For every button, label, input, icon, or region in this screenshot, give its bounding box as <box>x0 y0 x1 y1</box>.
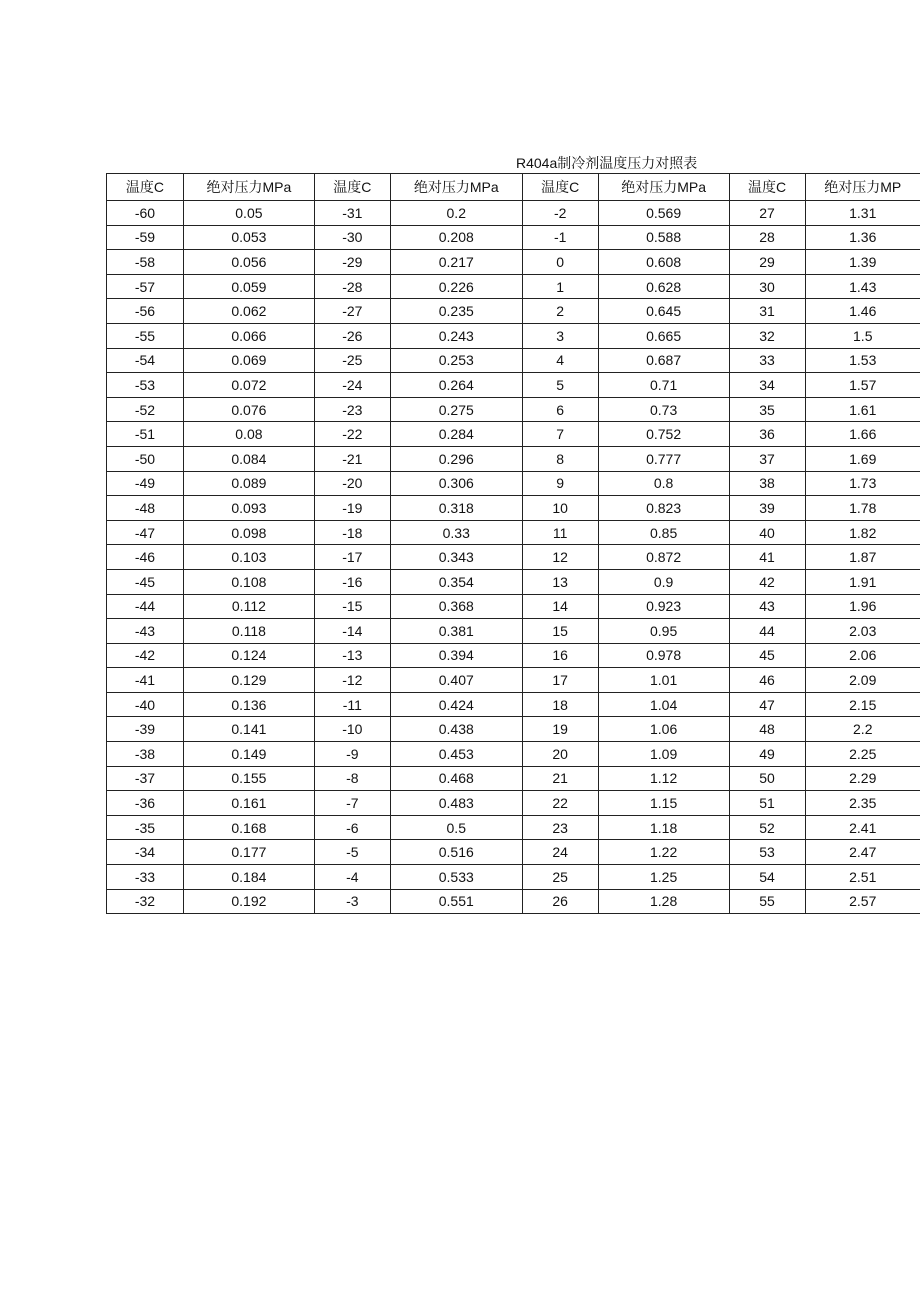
temperature-cell: -47 <box>107 520 184 545</box>
pressure-cell: 0.588 <box>598 225 729 250</box>
pressure-cell: 0.112 <box>183 594 314 619</box>
pressure-cell: 0.103 <box>183 545 314 570</box>
header-cell-temperature: 温度C <box>107 174 184 201</box>
header-cell-temperature: 温度C <box>522 174 598 201</box>
temperature-cell: 19 <box>522 717 598 742</box>
temperature-cell: 34 <box>729 373 805 398</box>
temperature-cell: -4 <box>314 865 390 890</box>
table-row <box>107 397 920 422</box>
table-row <box>107 865 920 890</box>
pressure-cell: 0.089 <box>183 471 314 496</box>
pressure-cell: 2.29 <box>805 766 920 791</box>
temperature-cell: 55 <box>729 889 805 914</box>
pressure-cell: 1.04 <box>598 692 729 717</box>
pressure-cell: 1.61 <box>805 397 920 422</box>
temperature-cell: 21 <box>522 766 598 791</box>
temperature-cell: 12 <box>522 545 598 570</box>
temperature-cell: -9 <box>314 742 390 767</box>
table-row <box>107 323 920 348</box>
temperature-cell: 4 <box>522 348 598 373</box>
pressure-cell: 2.2 <box>805 717 920 742</box>
pressure-cell: 0.823 <box>598 496 729 521</box>
temperature-pressure-table <box>106 173 920 914</box>
temperature-cell: -19 <box>314 496 390 521</box>
pressure-cell: 0.665 <box>598 323 729 348</box>
table-row <box>107 569 920 594</box>
pressure-cell: 0.08 <box>183 422 314 447</box>
pressure-cell: 0.85 <box>598 520 729 545</box>
temperature-cell: 43 <box>729 594 805 619</box>
temperature-cell: 8 <box>522 446 598 471</box>
pressure-cell: 0.752 <box>598 422 729 447</box>
temperature-cell: 17 <box>522 668 598 693</box>
temperature-cell: -32 <box>107 889 184 914</box>
pressure-cell: 2.15 <box>805 692 920 717</box>
temperature-cell: 45 <box>729 643 805 668</box>
temperature-cell: 52 <box>729 815 805 840</box>
temperature-cell: 51 <box>729 791 805 816</box>
table-row <box>107 791 920 816</box>
temperature-cell: 11 <box>522 520 598 545</box>
temperature-cell: -53 <box>107 373 184 398</box>
pressure-cell: 0.226 <box>390 274 522 299</box>
temperature-cell: -58 <box>107 250 184 275</box>
temperature-cell: -28 <box>314 274 390 299</box>
temperature-cell: 50 <box>729 766 805 791</box>
temperature-cell: -55 <box>107 323 184 348</box>
pressure-cell: 0.306 <box>390 471 522 496</box>
pressure-cell: 0.9 <box>598 569 729 594</box>
header-cell-pressure: 绝对压力MPa <box>598 174 729 201</box>
temperature-cell: 38 <box>729 471 805 496</box>
pressure-cell: 0.296 <box>390 446 522 471</box>
temperature-cell: 9 <box>522 471 598 496</box>
pressure-cell: 0.407 <box>390 668 522 693</box>
table-row <box>107 815 920 840</box>
temperature-cell: 42 <box>729 569 805 594</box>
table-row <box>107 717 920 742</box>
temperature-cell: -3 <box>314 889 390 914</box>
table-row <box>107 446 920 471</box>
pressure-cell: 1.36 <box>805 225 920 250</box>
temperature-cell: 20 <box>522 742 598 767</box>
pressure-cell: 0.098 <box>183 520 314 545</box>
pressure-cell: 0.73 <box>598 397 729 422</box>
pressure-cell: 0.084 <box>183 446 314 471</box>
temperature-cell: -26 <box>314 323 390 348</box>
table-row <box>107 250 920 275</box>
temperature-cell: 28 <box>729 225 805 250</box>
temperature-cell: 24 <box>522 840 598 865</box>
temperature-cell: 49 <box>729 742 805 767</box>
temperature-cell: 7 <box>522 422 598 447</box>
temperature-cell: 26 <box>522 889 598 914</box>
pressure-cell: 0.05 <box>183 201 314 226</box>
pressure-cell: 0.872 <box>598 545 729 570</box>
temperature-cell: 1 <box>522 274 598 299</box>
temperature-cell: 6 <box>522 397 598 422</box>
pressure-cell: 0.71 <box>598 373 729 398</box>
table-row <box>107 274 920 299</box>
temperature-cell: -60 <box>107 201 184 226</box>
temperature-cell: -24 <box>314 373 390 398</box>
temperature-cell: -15 <box>314 594 390 619</box>
pressure-cell: 1.28 <box>598 889 729 914</box>
pressure-cell: 0.136 <box>183 692 314 717</box>
temperature-cell: -52 <box>107 397 184 422</box>
pressure-cell: 1.57 <box>805 373 920 398</box>
temperature-cell: -39 <box>107 717 184 742</box>
temperature-cell: -21 <box>314 446 390 471</box>
pressure-cell: 0.076 <box>183 397 314 422</box>
pressure-cell: 1.43 <box>805 274 920 299</box>
pressure-cell: 1.39 <box>805 250 920 275</box>
table-row <box>107 299 920 324</box>
pressure-cell: 0.318 <box>390 496 522 521</box>
pressure-cell: 0.192 <box>183 889 314 914</box>
pressure-cell: 0.053 <box>183 225 314 250</box>
temperature-cell: 23 <box>522 815 598 840</box>
temperature-cell: 44 <box>729 619 805 644</box>
temperature-cell: -6 <box>314 815 390 840</box>
table-row <box>107 889 920 914</box>
temperature-cell: 39 <box>729 496 805 521</box>
temperature-cell: -59 <box>107 225 184 250</box>
temperature-cell: -30 <box>314 225 390 250</box>
pressure-cell: 0.149 <box>183 742 314 767</box>
pressure-cell: 0.168 <box>183 815 314 840</box>
pressure-cell: 0.687 <box>598 348 729 373</box>
temperature-cell: -54 <box>107 348 184 373</box>
pressure-cell: 0.483 <box>390 791 522 816</box>
table-row <box>107 225 920 250</box>
temperature-cell: -29 <box>314 250 390 275</box>
pressure-cell: 0.118 <box>183 619 314 644</box>
temperature-cell: -7 <box>314 791 390 816</box>
temperature-cell: 40 <box>729 520 805 545</box>
pressure-cell: 0.516 <box>390 840 522 865</box>
table-row <box>107 496 920 521</box>
pressure-cell: 0.124 <box>183 643 314 668</box>
temperature-cell: 0 <box>522 250 598 275</box>
pressure-cell: 1.12 <box>598 766 729 791</box>
pressure-cell: 1.53 <box>805 348 920 373</box>
pressure-cell: 0.438 <box>390 717 522 742</box>
temperature-cell: -31 <box>314 201 390 226</box>
pressure-cell: 2.51 <box>805 865 920 890</box>
table-row <box>107 545 920 570</box>
pressure-cell: 0.155 <box>183 766 314 791</box>
pressure-cell: 0.978 <box>598 643 729 668</box>
pressure-cell: 0.141 <box>183 717 314 742</box>
temperature-cell: -36 <box>107 791 184 816</box>
pressure-cell: 1.69 <box>805 446 920 471</box>
temperature-cell: -20 <box>314 471 390 496</box>
temperature-cell: -22 <box>314 422 390 447</box>
pressure-cell: 0.177 <box>183 840 314 865</box>
header-cell-pressure: 绝对压力MPa <box>390 174 522 201</box>
temperature-cell: 15 <box>522 619 598 644</box>
pressure-cell: 0.8 <box>598 471 729 496</box>
table-row <box>107 668 920 693</box>
pressure-cell: 0.066 <box>183 323 314 348</box>
header-row <box>107 174 920 201</box>
pressure-cell: 1.15 <box>598 791 729 816</box>
pressure-cell: 1.46 <box>805 299 920 324</box>
header-cell-temperature: 温度C <box>314 174 390 201</box>
table-row <box>107 692 920 717</box>
pressure-cell: 2.35 <box>805 791 920 816</box>
pressure-cell: 0.424 <box>390 692 522 717</box>
pressure-cell: 0.161 <box>183 791 314 816</box>
temperature-cell: 27 <box>729 201 805 226</box>
pressure-cell: 1.91 <box>805 569 920 594</box>
temperature-cell: 33 <box>729 348 805 373</box>
temperature-cell: -10 <box>314 717 390 742</box>
pressure-cell: 0.243 <box>390 323 522 348</box>
table-row <box>107 348 920 373</box>
temperature-cell: -46 <box>107 545 184 570</box>
pressure-cell: 2.25 <box>805 742 920 767</box>
pressure-cell: 1.01 <box>598 668 729 693</box>
table-row <box>107 619 920 644</box>
temperature-cell: -51 <box>107 422 184 447</box>
pressure-cell: 0.208 <box>390 225 522 250</box>
temperature-cell: 36 <box>729 422 805 447</box>
header-cell-temperature: 温度C <box>729 174 805 201</box>
temperature-cell: -33 <box>107 865 184 890</box>
pressure-cell: 1.31 <box>805 201 920 226</box>
pressure-cell: 1.78 <box>805 496 920 521</box>
pressure-cell: 1.25 <box>598 865 729 890</box>
temperature-cell: 14 <box>522 594 598 619</box>
pressure-cell: 0.394 <box>390 643 522 668</box>
temperature-cell: -48 <box>107 496 184 521</box>
pressure-cell: 0.777 <box>598 446 729 471</box>
temperature-cell: -16 <box>314 569 390 594</box>
pressure-cell: 0.072 <box>183 373 314 398</box>
pressure-cell: 1.96 <box>805 594 920 619</box>
temperature-cell: 3 <box>522 323 598 348</box>
temperature-cell: -56 <box>107 299 184 324</box>
header-cell-pressure: 绝对压力MPa <box>183 174 314 201</box>
pressure-cell: 0.628 <box>598 274 729 299</box>
table-row <box>107 201 920 226</box>
temperature-cell: 53 <box>729 840 805 865</box>
table-row <box>107 840 920 865</box>
temperature-cell: -27 <box>314 299 390 324</box>
temperature-cell: -38 <box>107 742 184 767</box>
pressure-cell: 0.551 <box>390 889 522 914</box>
pressure-cell: 0.069 <box>183 348 314 373</box>
temperature-cell: -57 <box>107 274 184 299</box>
temperature-cell: 30 <box>729 274 805 299</box>
temperature-cell: -44 <box>107 594 184 619</box>
table-row <box>107 471 920 496</box>
temperature-cell: -45 <box>107 569 184 594</box>
table-row <box>107 643 920 668</box>
pressure-cell: 1.87 <box>805 545 920 570</box>
pressure-cell: 2.47 <box>805 840 920 865</box>
pressure-cell: 1.06 <box>598 717 729 742</box>
pressure-cell: 0.093 <box>183 496 314 521</box>
table-row <box>107 520 920 545</box>
pressure-cell: 0.923 <box>598 594 729 619</box>
pressure-cell: 0.343 <box>390 545 522 570</box>
pressure-cell: 0.284 <box>390 422 522 447</box>
table-row <box>107 373 920 398</box>
temperature-cell: 46 <box>729 668 805 693</box>
pressure-cell: 0.129 <box>183 668 314 693</box>
temperature-cell: 18 <box>522 692 598 717</box>
temperature-cell: 47 <box>729 692 805 717</box>
pressure-cell: 1.18 <box>598 815 729 840</box>
temperature-cell: -50 <box>107 446 184 471</box>
temperature-cell: -2 <box>522 201 598 226</box>
temperature-cell: 37 <box>729 446 805 471</box>
pressure-cell: 1.66 <box>805 422 920 447</box>
temperature-cell: 31 <box>729 299 805 324</box>
temperature-cell: 41 <box>729 545 805 570</box>
pressure-cell: 1.5 <box>805 323 920 348</box>
temperature-cell: 2 <box>522 299 598 324</box>
temperature-cell: -14 <box>314 619 390 644</box>
temperature-cell: -34 <box>107 840 184 865</box>
pressure-cell: 0.264 <box>390 373 522 398</box>
temperature-cell: -35 <box>107 815 184 840</box>
pressure-cell: 0.275 <box>390 397 522 422</box>
pressure-cell: 0.108 <box>183 569 314 594</box>
table-row <box>107 766 920 791</box>
temperature-cell: -42 <box>107 643 184 668</box>
temperature-cell: 32 <box>729 323 805 348</box>
pressure-cell: 2.09 <box>805 668 920 693</box>
pressure-cell: 0.059 <box>183 274 314 299</box>
pressure-cell: 0.184 <box>183 865 314 890</box>
temperature-cell: -40 <box>107 692 184 717</box>
temperature-cell: 22 <box>522 791 598 816</box>
pressure-cell: 0.217 <box>390 250 522 275</box>
pressure-cell: 0.062 <box>183 299 314 324</box>
pressure-cell: 0.381 <box>390 619 522 644</box>
pressure-cell: 1.73 <box>805 471 920 496</box>
pressure-cell: 2.06 <box>805 643 920 668</box>
pressure-cell: 0.533 <box>390 865 522 890</box>
table-row <box>107 742 920 767</box>
table-row <box>107 594 920 619</box>
pressure-cell: 2.57 <box>805 889 920 914</box>
temperature-cell: 5 <box>522 373 598 398</box>
temperature-cell: -41 <box>107 668 184 693</box>
pressure-cell: 0.569 <box>598 201 729 226</box>
table-title: R404a制冷剂温度压力对照表 <box>516 155 698 171</box>
temperature-cell: 10 <box>522 496 598 521</box>
pressure-cell: 0.354 <box>390 569 522 594</box>
pressure-cell: 0.235 <box>390 299 522 324</box>
temperature-cell: -23 <box>314 397 390 422</box>
pressure-cell: 1.09 <box>598 742 729 767</box>
pressure-cell: 2.03 <box>805 619 920 644</box>
temperature-cell: 16 <box>522 643 598 668</box>
pressure-cell: 2.41 <box>805 815 920 840</box>
pressure-cell: 0.368 <box>390 594 522 619</box>
temperature-cell: -17 <box>314 545 390 570</box>
pressure-cell: 1.22 <box>598 840 729 865</box>
temperature-cell: -12 <box>314 668 390 693</box>
temperature-cell: -5 <box>314 840 390 865</box>
pressure-cell: 0.468 <box>390 766 522 791</box>
temperature-cell: -37 <box>107 766 184 791</box>
temperature-cell: 54 <box>729 865 805 890</box>
table-row <box>107 422 920 447</box>
pressure-cell: 0.453 <box>390 742 522 767</box>
pressure-cell: 0.2 <box>390 201 522 226</box>
pressure-cell: 0.5 <box>390 815 522 840</box>
pressure-cell: 0.608 <box>598 250 729 275</box>
pressure-cell: 1.82 <box>805 520 920 545</box>
temperature-cell: -25 <box>314 348 390 373</box>
temperature-cell: 25 <box>522 865 598 890</box>
temperature-cell: -49 <box>107 471 184 496</box>
temperature-cell: -13 <box>314 643 390 668</box>
header-cell-pressure: 绝对压力MP <box>805 174 920 201</box>
temperature-cell: 29 <box>729 250 805 275</box>
temperature-cell: -43 <box>107 619 184 644</box>
temperature-cell: -11 <box>314 692 390 717</box>
temperature-cell: -8 <box>314 766 390 791</box>
pressure-cell: 0.95 <box>598 619 729 644</box>
temperature-cell: 48 <box>729 717 805 742</box>
temperature-cell: 35 <box>729 397 805 422</box>
temperature-cell: -18 <box>314 520 390 545</box>
temperature-cell: 13 <box>522 569 598 594</box>
temperature-cell: -1 <box>522 225 598 250</box>
pressure-cell: 0.253 <box>390 348 522 373</box>
pressure-cell: 0.645 <box>598 299 729 324</box>
pressure-cell: 0.33 <box>390 520 522 545</box>
pressure-cell: 0.056 <box>183 250 314 275</box>
